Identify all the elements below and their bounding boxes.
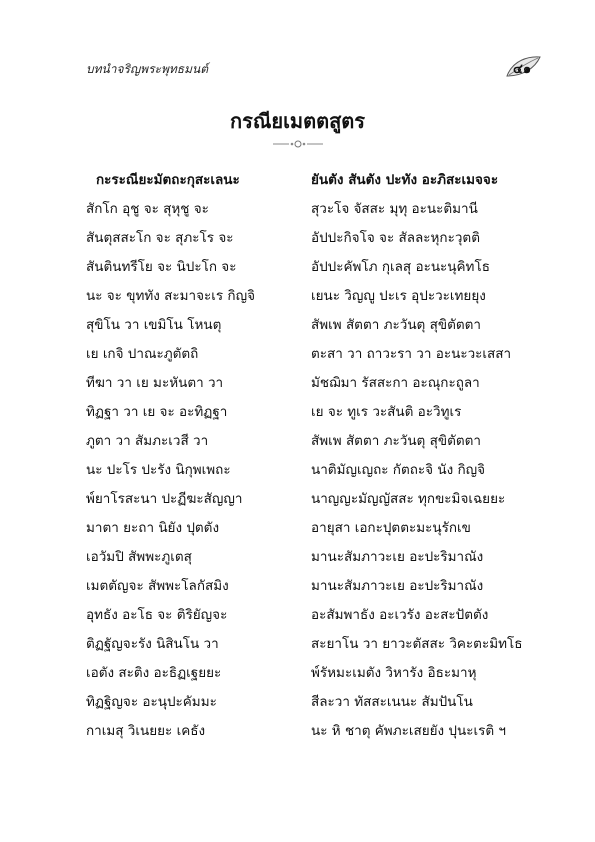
running-title: บทนำจริญพระพุทธมนต์ [86,62,209,76]
left-verse-line: เอตัง สะติง อะธิฏเฐยยะ [86,665,222,681]
left-verse-line: พ์ยาโรสะนา ปะฏีฆะสัญญา [86,491,243,507]
page-number: ๔๑ [513,62,532,77]
right-verse-line: นะ หิ ชาตุ คัพภะเสยยัง ปุนะเรติ ฯ [311,723,506,739]
left-verse-line: เย เกจิ ปาณะภูตัตถิ [86,346,199,362]
right-verse-line: มัชฌิมา รัสสะกา อะณุกะถูลา [311,375,480,391]
left-verse-line: กาเมสุ วิเนยยะ เคธัง [86,723,206,739]
left-verse-line: นะ จะ ขุททัง สะมาจะเร กิญจิ [86,288,256,304]
right-verse-line: อัปปะกิจโจ จะ สัลละหุกะวุตติ [311,230,480,246]
chant-title: กรณียเมตตสูตร [229,109,366,133]
right-verse-column [311,166,523,746]
right-verse-line: มานะสัมภาวะเย อะปะริมาณัง [311,549,484,565]
right-verse-line: อายุสา เอกะปุตตะมะนุรักเข [311,520,471,536]
left-verse-line: ติฏฐัญจะรัง นิสินโน วา [86,636,219,652]
right-verse-line: สัพเพ สัตตา ภะวันตุ สุขิตัตตา [311,433,481,449]
right-verse-line: สีละวา ทัสสะเนนะ สัมปันโน [311,694,473,710]
right-verse-line: นาติมัญเญถะ กัตถะจิ นัง กิญจิ [311,462,486,478]
right-verse-line: สะยาโน วา ยาวะตัสสะ วิคะตะมิทโธ [311,636,523,652]
left-verse-line: สันตุสสะโก จะ สุภะโร จะ [86,230,234,246]
left-verse-line: ทีฆา วา เย มะหันตา วา [86,375,224,391]
title-ornament-icon [271,139,325,149]
right-verse-line: เย จะ ทูเร วะสันติ อะวิทูเร [311,404,462,420]
right-verse-line: ยันตัง สันตัง ปะทัง อะภิสะเมจจะ [311,172,499,188]
left-verse-line: เมตตัญจะ สัพพะโลกัสมิง [86,578,229,594]
right-verse-line: สัพเพ สัตตา ภะวันตุ สุขิตัตตา [311,317,481,333]
left-verse-line: เอวัมปิ สัพพะภูเตสุ [86,549,192,565]
right-verse-line: พ์รัหมะเมตัง วิหารัง อิธะมาหุ [311,665,477,681]
right-verse-line: อะสัมพาธัง อะเวรัง อะสะปัตตัง [311,607,489,623]
right-verse-line: อัปปะคัพโภ กุเลสุ อะนะนุคิทโธ [311,259,490,275]
right-verse-line: มานะสัมภาวะเย อะปะริมาณัง [311,578,484,594]
left-verse-line: กะระณียะมัตถะกุสะเลนะ [96,172,240,188]
page-number-badge [503,54,543,80]
left-verse-line: ทิฏฐิญจะ อะนุปะคัมมะ [86,694,217,710]
left-verse-line: มาตา ยะถา นิยัง ปุตตัง [86,520,220,536]
right-verse-line: สุวะโจ จัสสะ มุทุ อะนะติมานี [311,201,478,217]
left-verse-line: สันตินทรีโย จะ นิปะโก จะ [86,259,237,275]
left-verse-line: ทิฏฐา วา เย จะ อะทิฏฐา [86,404,228,420]
left-verse-line: สุขิโน วา เขมิโน โหนตุ [86,317,222,333]
right-verse-line: นาญญะมัญญัสสะ ทุกขะมิจเฉยยะ [311,491,506,507]
right-verse-line: เยนะ วิญญู ปะเร อุปะวะเทยยุง [311,288,486,304]
left-verse-line: นะ ปะโร ปะรัง นิกุพเพถะ [86,462,231,478]
right-verse-line: ตะสา วา ถาวะรา วา อะนะวะเสสา [311,346,512,362]
left-verse-column [86,166,255,746]
left-verse-line: ภูตา วา สัมภะเวสี วา [86,433,209,449]
left-verse-line: สักโก อุชู จะ สุหุชู จะ [86,201,209,217]
left-verse-line: อุทธัง อะโธ จะ ติริยัญจะ [86,607,228,623]
